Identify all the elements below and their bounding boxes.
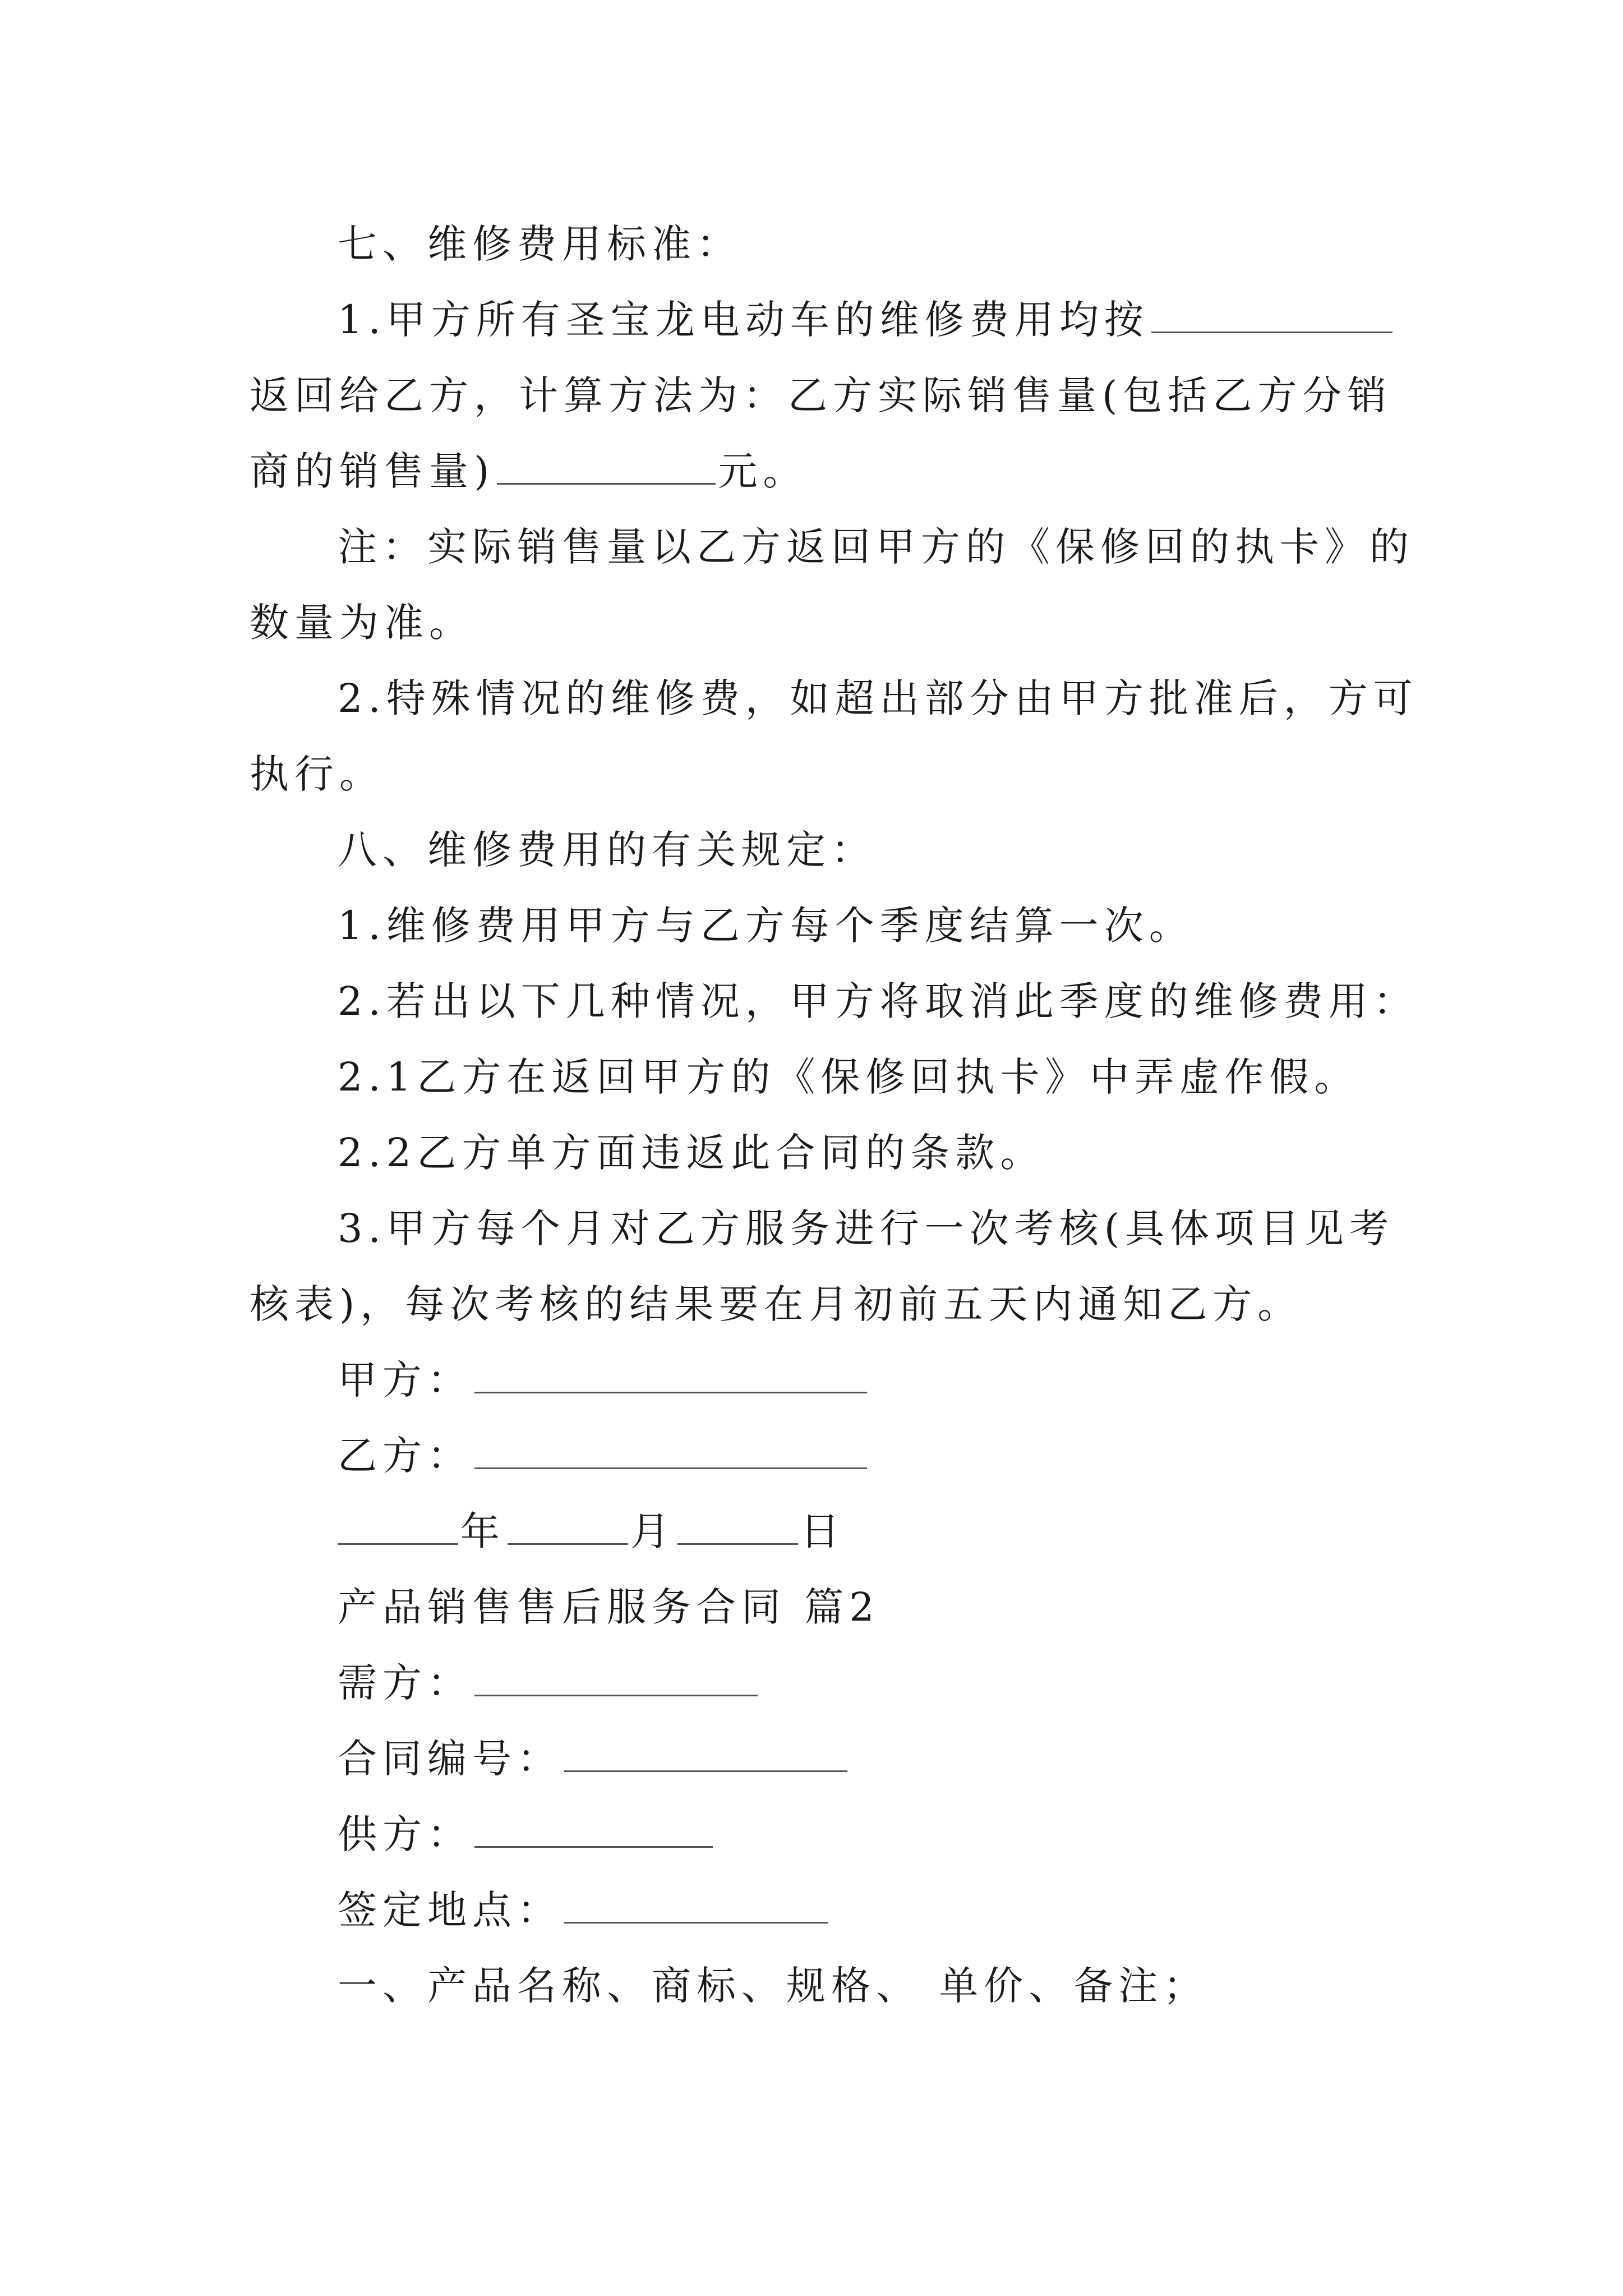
blank-fill-line: [474, 1352, 867, 1393]
clause-7-1-line-3: 商的销售量) 元。: [250, 443, 808, 499]
clause-8-2: 2.若出以下几种情况，甲方将取消此季度的维修费用：: [338, 978, 1418, 1024]
signing-place-line: 签定地点：: [338, 1882, 830, 1938]
blank-fill-line: [677, 1504, 798, 1545]
blank-fill-line: [474, 1428, 867, 1469]
clause-8-3-line-1: 3.甲方每个月对乙方服务进行一次考核(具体项目见考: [338, 1205, 1395, 1251]
contract-number-line: 合同编号：: [338, 1731, 850, 1787]
clause-7-1-line-2: 返回给乙方，计算方法为：乙方实际销售量(包括乙方分销: [250, 372, 1393, 418]
blank-fill-line: [508, 1504, 628, 1545]
clause-8-2-1: 2.1乙方在返回甲方的《保修回执卡》中弄虚作假。: [338, 1054, 1359, 1100]
supplier-line: 供方：: [338, 1806, 715, 1862]
clause-8-2-2: 2.2乙方单方面违返此合同的条款。: [338, 1130, 1045, 1176]
party-b-signature-line: 乙方：: [338, 1428, 869, 1484]
section-heading-one: 一、产品名称、商标、规格、 单价、备注；: [338, 1963, 1209, 2009]
blank-fill-line: [564, 1731, 847, 1772]
buyer-line: 需方：: [338, 1655, 760, 1711]
section-heading-eight: 八、维修费用的有关规定：: [338, 827, 876, 873]
blank-fill-line: [338, 1504, 458, 1545]
clause-7-1-line-1: 1.甲方所有圣宝龙电动车的维修费用均按: [338, 292, 1395, 348]
blank-fill-line: [474, 1655, 758, 1696]
blank-fill-line: [474, 1807, 713, 1848]
blank-fill-line: [497, 444, 716, 485]
blank-fill-line: [564, 1883, 828, 1924]
note-line-1: 注：实际销售量以乙方返回甲方的《保修回的执卡》的: [338, 524, 1414, 570]
contract-title-part-2: 产品销售售后服务合同 篇2: [338, 1584, 880, 1630]
clause-7-2-line-1: 2.特殊情况的维修费，如超出部分由甲方批准后，方可: [338, 675, 1418, 721]
clause-7-2-line-2: 执行。: [250, 751, 384, 797]
clause-8-3-line-2: 核表)，每次考核的结果要在月初前五天内通知乙方。: [250, 1281, 1303, 1327]
clause-8-1: 1.维修费用甲方与乙方每个季度结算一次。: [338, 903, 1194, 949]
date-line: 年 月 日: [338, 1503, 845, 1559]
party-a-signature-line: 甲方：: [338, 1352, 869, 1408]
section-heading-seven: 七、维修费用标准：: [338, 221, 741, 267]
note-line-2: 数量为准。: [250, 600, 474, 646]
blank-fill-line: [1151, 292, 1393, 333]
